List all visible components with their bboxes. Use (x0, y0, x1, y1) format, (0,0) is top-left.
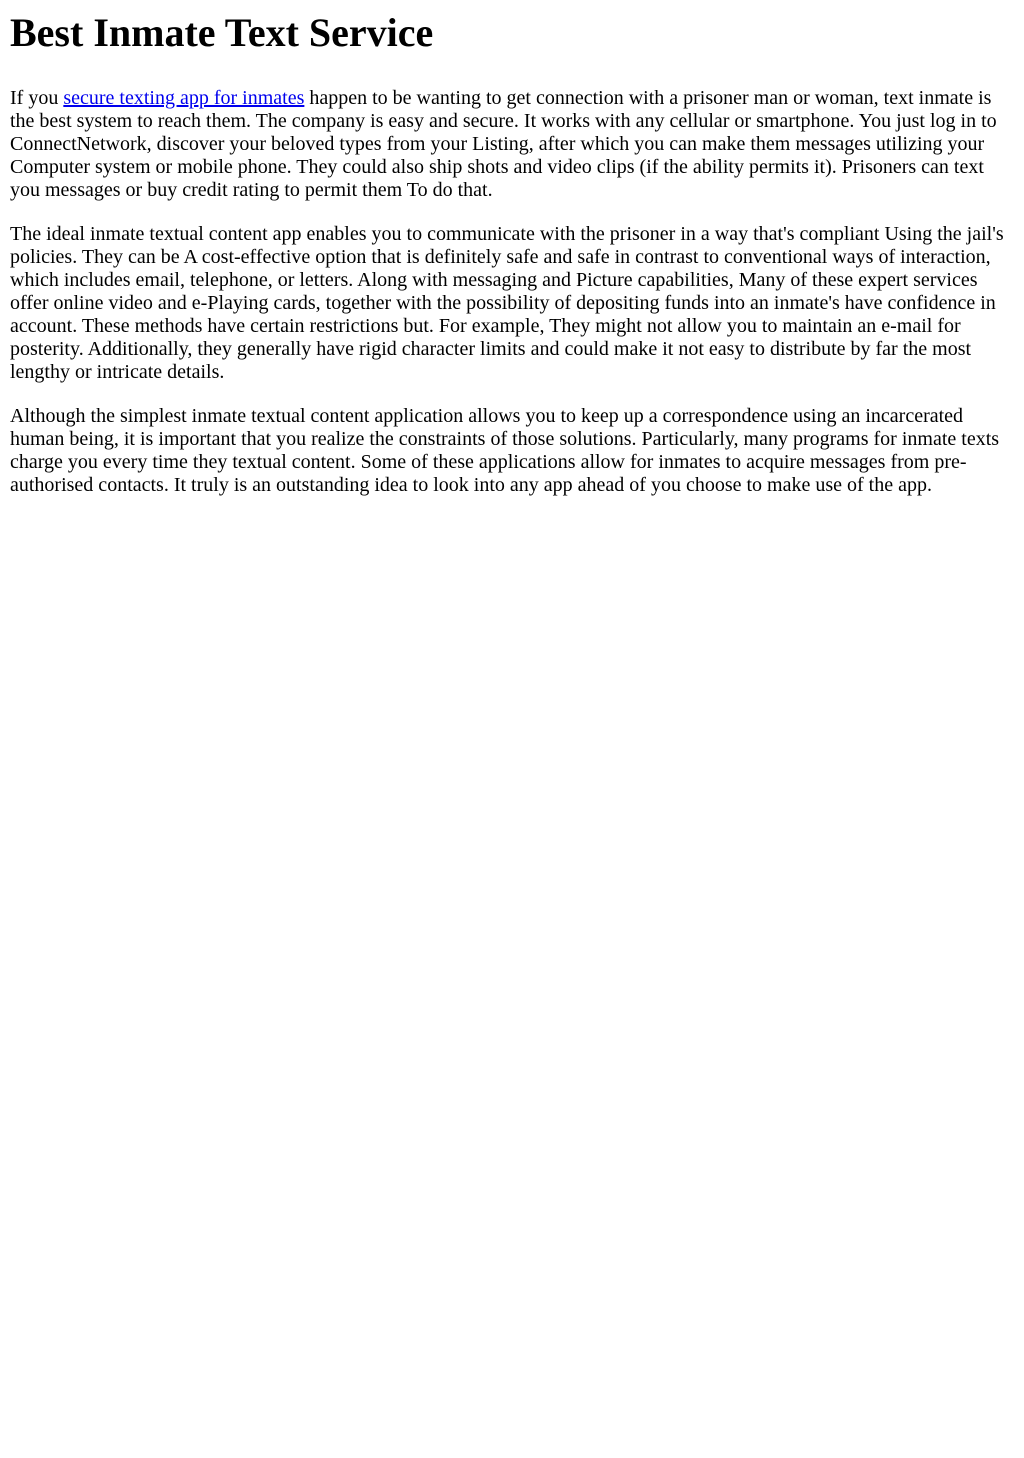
article (0, 10, 1024, 497)
paragraph-intro (10, 87, 1014, 202)
paragraph-intro-lead-text: If you (10, 87, 64, 109)
paragraph-second: The ideal inmate textual content app enables you to communicate with the prisoner in a way that's compliant Using the jail's policies. They can be A cost-effective option that is definitely safe and safe in contrast to conventional ways of interaction, which includes email, telephone, or letters. Along with messaging and Picture capabilities, Many of these expert services offer online video and e-Playing cards, together with the possibility of depositing funds into an inmate's have confidence in account. These methods have certain restrictions but. For example, They might not allow you to maintain an e-mail for posterity. Additionally, they generally have rigid character limits and could make it not easy to distribute by far the most lengthy or intricate details. (10, 223, 1004, 383)
paragraph-third: Although the simplest inmate textual content application allows you to keep up a correspondence using an incarcerated human being, it is important that you realize the constraints of those solutions. Particularly, many programs for inmate texts charge you every time they textual content. Some of these applications allow for inmates to acquire messages from pre-authorised contacts. It truly is an outstanding idea to look into any app ahead of you choose to make use of the app. (10, 405, 1000, 496)
page-title: Best Inmate Text Service (10, 10, 434, 55)
secure-texting-app-link[interactable]: secure texting app for inmates (63, 87, 305, 109)
paragraph-intro-body-text: happen to be wanting to get connection with a prisoner man or woman, text inmate is the best system to reach them. The company is easy and secure. It works with any cellular or smartphone. You just log in to ConnectNetwork, discover your beloved types from your Listing, after which you can make them messages utilizing your Computer system or mobile phone. They could also ship shots and video clips (if the ability permits it). Prisoners can text you messages or buy credit rating to permit them To do that. (10, 87, 997, 201)
